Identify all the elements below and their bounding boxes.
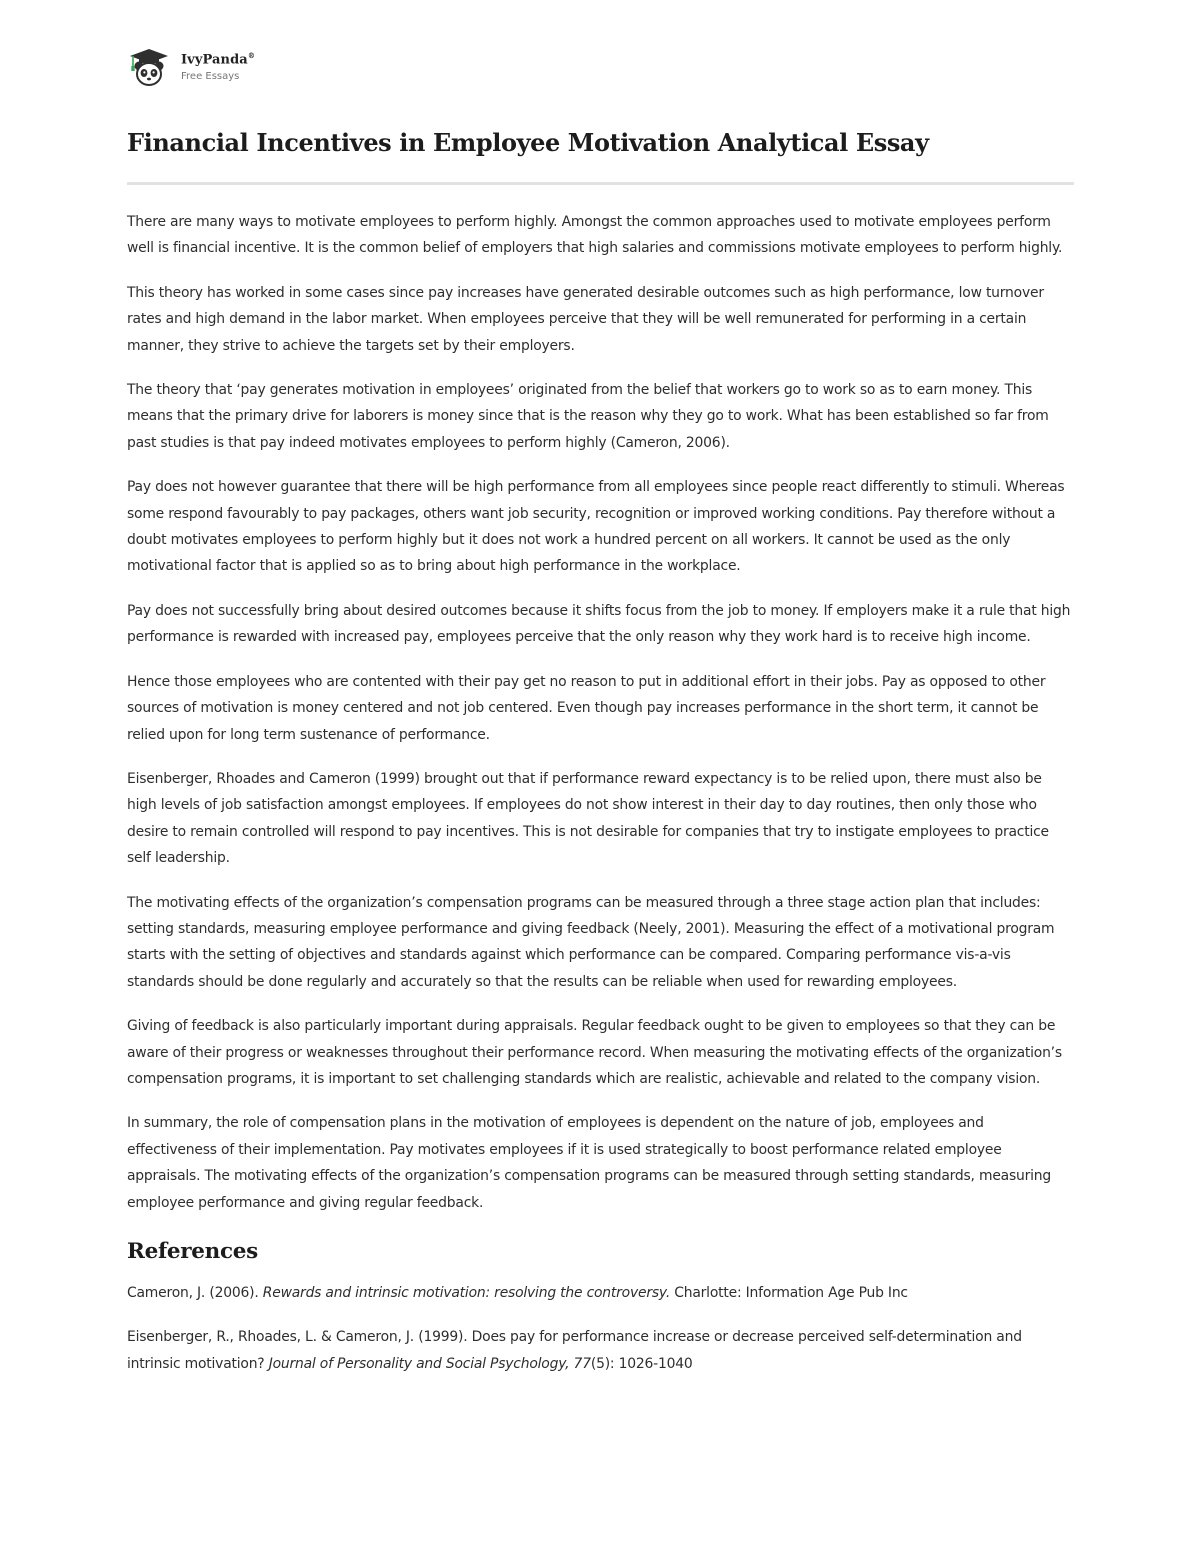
brand-header[interactable]: [127, 44, 255, 90]
brand-text: [181, 52, 255, 81]
reference-item: [127, 1324, 1074, 1377]
essay-paragraph: The motivating effects of the organization’s compensation programs can be measured through a three stage action plan that includes: setting standards, measuring employee performance and giving feedback (Neely, 2001). Measuring the effect of a motivational program starts with the setting of objectives and standards against which performance can be compared. Comparing performance vis-a-vis standards should be done regularly and accurately so that the results can be reliable when used for rewarding employees.: [127, 894, 1055, 990]
essay-body: [127, 209, 1074, 1395]
reference-item: [127, 1280, 1074, 1306]
brand-name: IvyPanda®: [181, 51, 255, 68]
reference-title: Journal of Personality and Social Psychology, 77: [268, 1355, 591, 1372]
essay-paragraph: Pay does not successfully bring about desired outcomes because it shifts focus from the job to money. If employers make it a rule that high performance is rewarded with increased pay, employees perceive that the only reason why they work hard is to receive high income.: [127, 602, 1071, 646]
reference-text: Charlotte: Information Age Pub Inc: [670, 1285, 908, 1301]
page-title: Financial Incentives in Employee Motivation Analytical Essay: [127, 128, 929, 157]
brand-subtitle: Free Essays: [181, 70, 240, 82]
brand-trademark: ®: [247, 51, 255, 61]
panda-graduate-icon: [127, 45, 171, 89]
reference-text: Eisenberger, R., Rhoades, L. & Cameron, J. (1999). Does pay for performance increase or decrease perceived self-determination and intrinsic motivation?: [127, 1329, 1022, 1372]
reference-text: (5): 1026-1040: [590, 1355, 693, 1372]
essay-paragraph: Hence those employees who are contented with their pay get no reason to put in additional effort in their jobs. Pay as opposed to other sources of motivation is money centered and not job centered. Even though pay increases performance in the short term, it cannot be relied upon for long term sustenance of performance.: [127, 673, 1046, 743]
essay-paragraph: Pay does not however guarantee that there will be high performance from all employees since people react differently to stimuli. Whereas some respond favourably to pay packages, others want job security, recognition or improved working conditions. Pay therefore without a doubt motivates employees to perform highly but it does not work a hundred percent on all workers. It cannot be used as the only motivational factor that is applied so as to bring about high performance in the workplace.: [127, 479, 1065, 575]
essay-paragraph: Eisenberger, Rhoades and Cameron (1999) brought out that if performance reward expectancy is to be relied upon, there must also be high levels of job satisfaction amongst employees. If employees do not show interest in their day to day routines, then only those who desire to remain controlled will respond to pay incentives. This is not desirable for companies that try to instigate employees to practice self leadership.: [127, 770, 1049, 867]
reference-text: Cameron, J. (2006).: [127, 1285, 263, 1301]
references-heading: References: [127, 1239, 258, 1264]
reference-title: Rewards and intrinsic motivation: resolving the controversy.: [262, 1285, 671, 1301]
title-divider: [127, 182, 1074, 185]
essay-paragraph: Giving of feedback is also particularly important during appraisals. Regular feedback ought to be given to employees so that they can be aware of their progress or weaknesses throughout their performance record. When measuring the motivating effects of the organization’s compensation programs, it is important to set challenging standards which are realistic, achievable and related to the company vision.: [127, 1018, 1062, 1087]
essay-paragraph: This theory has worked in some cases since pay increases have generated desirable outcomes such as high performance, low turnover rates and high demand in the labor market. When employees perceive that they will be well remunerated for performing in a certain manner, they strive to achieve the targets set by their employers.: [127, 284, 1044, 354]
essay-paragraph: The theory that ‘pay generates motivation in employees’ originated from the belief that workers go to work so as to earn money. This means that the primary drive for laborers is money since that is the reason why they go to work. What has been established so far from past studies is that pay indeed motivates employees to perform highly (Cameron, 2006).: [127, 382, 1049, 451]
essay-paragraph: In summary, the role of compensation plans in the motivation of employees is dependent on the nature of job, employees and effectiveness of their implementation. Pay motivates employees if it is used strategically to boost performance related employee appraisals. The motivating effects of the organization’s compensation programs can be measured through setting standards, measuring employee performance and giving regular feedback.: [127, 1115, 1052, 1211]
essay-paragraph: There are many ways to motivate employees to perform highly. Amongst the common approaches used to motivate employees perform well is financial incentive. It is the common belief of employers that high salaries and commissions motivate employees to perform highly.: [127, 214, 1063, 257]
